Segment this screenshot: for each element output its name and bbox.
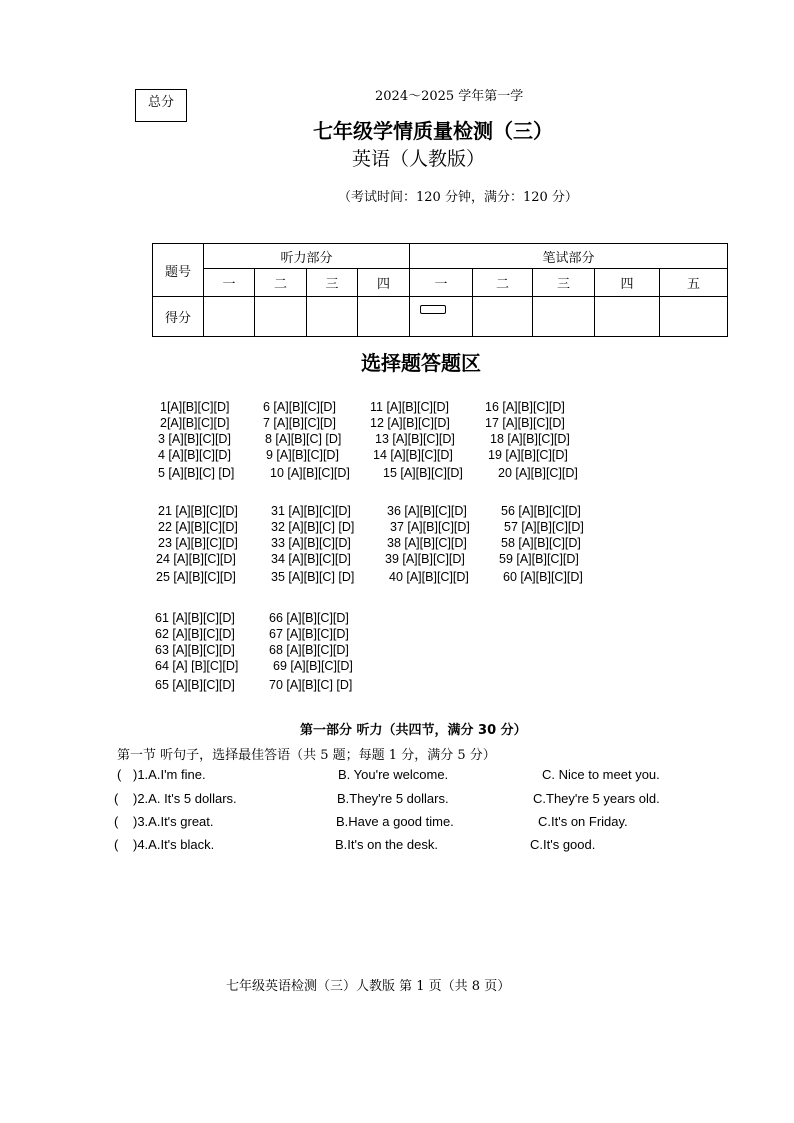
answer-item[interactable]: 33 [A][B][C][D] bbox=[271, 536, 351, 550]
answer-item[interactable]: 66 [A][B][C][D] bbox=[269, 611, 349, 625]
section1-instruction: 第一节 听句子，选择最佳答语（共 5 题；每题 1 分，满分 5 分） bbox=[117, 748, 496, 763]
total-score-box bbox=[135, 89, 187, 122]
score-cell[interactable] bbox=[410, 297, 473, 337]
answer-item[interactable]: 60 [A][B][C][D] bbox=[503, 570, 583, 584]
answer-item[interactable]: 34 [A][B][C][D] bbox=[271, 552, 351, 566]
question-option-b: B.Have a good time. bbox=[336, 814, 454, 829]
answer-item[interactable]: 64 [A] [B][C][D] bbox=[155, 659, 239, 673]
score-cell[interactable] bbox=[255, 297, 307, 337]
answer-item[interactable]: 19 [A][B][C][D] bbox=[488, 448, 568, 462]
score-cell[interactable] bbox=[358, 297, 410, 337]
question-option-b: B.It's on the desk. bbox=[335, 837, 438, 852]
answer-item[interactable]: 9 [A][B][C][D] bbox=[266, 448, 339, 462]
score-cell[interactable] bbox=[595, 297, 660, 337]
listening-col: 四 bbox=[358, 269, 410, 297]
answer-item[interactable]: 20 [A][B][C][D] bbox=[498, 466, 578, 480]
part1-title: 第一部分 听力（共四节，满分 30 分） bbox=[300, 723, 527, 738]
answer-item[interactable]: 15 [A][B][C][D] bbox=[383, 466, 463, 480]
question-option-c: C.It's good. bbox=[530, 837, 596, 852]
answer-item[interactable]: 70 [A][B][C] [D] bbox=[269, 678, 353, 692]
question-option-a: )4.A.It's black. bbox=[133, 837, 215, 852]
answer-item[interactable]: 14 [A][B][C][D] bbox=[373, 448, 453, 462]
answer-item[interactable]: 61 [A][B][C][D] bbox=[155, 611, 235, 625]
question-option-a: )1.A.I'm fine. bbox=[133, 767, 206, 782]
total-score-label: 总分 bbox=[148, 95, 175, 110]
answer-item[interactable]: 21 [A][B][C][D] bbox=[158, 504, 238, 518]
answer-item[interactable]: 7 [A][B][C][D] bbox=[263, 416, 336, 430]
answer-item[interactable]: 2[A][B][C][D] bbox=[160, 416, 230, 430]
answer-item[interactable]: 25 [A][B][C][D] bbox=[156, 570, 236, 584]
answer-item[interactable]: 10 [A][B][C][D] bbox=[270, 466, 350, 480]
answer-item[interactable]: 63 [A][B][C][D] bbox=[155, 643, 235, 657]
answer-item[interactable]: 12 [A][B][C][D] bbox=[370, 416, 450, 430]
question-option-b: B. You're welcome. bbox=[338, 767, 449, 782]
writing-header: 笔试部分 bbox=[410, 244, 728, 269]
listening-col: 二 bbox=[255, 269, 307, 297]
score-table bbox=[152, 243, 728, 337]
answer-item[interactable]: 1[A][B][C][D] bbox=[160, 400, 230, 414]
question-option-a: )2.A. It's 5 dollars. bbox=[133, 791, 237, 806]
answer-area-title: 选择题答题区 bbox=[361, 351, 481, 375]
score-slot-icon bbox=[420, 305, 446, 314]
answer-item[interactable]: 39 [A][B][C][D] bbox=[385, 552, 465, 566]
answer-item[interactable]: 68 [A][B][C][D] bbox=[269, 643, 349, 657]
answer-item[interactable]: 36 [A][B][C][D] bbox=[387, 504, 467, 518]
answer-item[interactable]: 40 [A][B][C][D] bbox=[389, 570, 469, 584]
answer-item[interactable]: 16 [A][B][C][D] bbox=[485, 400, 565, 414]
exam-info: （考试时间：120 分钟，满分：120 分） bbox=[338, 190, 578, 205]
answer-item[interactable]: 13 [A][B][C][D] bbox=[375, 432, 455, 446]
answer-paren[interactable]: ( bbox=[117, 767, 122, 782]
answer-paren[interactable]: ( bbox=[114, 814, 119, 829]
listening-col: 一 bbox=[204, 269, 255, 297]
answer-item[interactable]: 32 [A][B][C] [D] bbox=[271, 520, 355, 534]
page-footer: 七年级英语检测（三）人教版 第 1 页（共 8 页） bbox=[226, 979, 511, 994]
question-option-b: B.They're 5 dollars. bbox=[337, 791, 449, 806]
page-title: 七年级学情质量检测（三） bbox=[313, 119, 553, 143]
answer-item[interactable]: 65 [A][B][C][D] bbox=[155, 678, 235, 692]
writing-col: 三 bbox=[533, 269, 595, 297]
answer-item[interactable]: 67 [A][B][C][D] bbox=[269, 627, 349, 641]
answer-item[interactable]: 58 [A][B][C][D] bbox=[501, 536, 581, 550]
school-year: 2024～2025 学年第一学 bbox=[375, 89, 524, 104]
listening-header: 听力部分 bbox=[204, 244, 410, 269]
listening-col: 三 bbox=[307, 269, 358, 297]
answer-item[interactable]: 69 [A][B][C][D] bbox=[273, 659, 353, 673]
answer-item[interactable]: 4 [A][B][C][D] bbox=[158, 448, 231, 462]
question-option-c: C.It's on Friday. bbox=[538, 814, 628, 829]
answer-item[interactable]: 5 [A][B][C] [D] bbox=[158, 466, 235, 480]
question-option-c: C.They're 5 years old. bbox=[533, 791, 660, 806]
score-cell[interactable] bbox=[473, 297, 533, 337]
writing-col: 一 bbox=[410, 269, 473, 297]
answer-item[interactable]: 18 [A][B][C][D] bbox=[490, 432, 570, 446]
score-cell[interactable] bbox=[204, 297, 255, 337]
question-option-a: )3.A.It's great. bbox=[133, 814, 214, 829]
answer-item[interactable]: 59 [A][B][C][D] bbox=[499, 552, 579, 566]
answer-item[interactable]: 24 [A][B][C][D] bbox=[156, 552, 236, 566]
answer-item[interactable]: 31 [A][B][C][D] bbox=[271, 504, 351, 518]
answer-item[interactable]: 6 [A][B][C][D] bbox=[263, 400, 336, 414]
question-option-c: C. Nice to meet you. bbox=[542, 767, 660, 782]
answer-paren[interactable]: ( bbox=[114, 837, 119, 852]
answer-item[interactable]: 8 [A][B][C] [D] bbox=[265, 432, 342, 446]
score-label-cell: 得分 bbox=[153, 297, 204, 337]
writing-col: 二 bbox=[473, 269, 533, 297]
answer-item[interactable]: 62 [A][B][C][D] bbox=[155, 627, 235, 641]
answer-paren[interactable]: ( bbox=[114, 791, 119, 806]
answer-item[interactable]: 22 [A][B][C][D] bbox=[158, 520, 238, 534]
score-cell[interactable] bbox=[533, 297, 595, 337]
answer-item[interactable]: 38 [A][B][C][D] bbox=[387, 536, 467, 550]
answer-item[interactable]: 37 [A][B][C][D] bbox=[390, 520, 470, 534]
answer-item[interactable]: 11 [A][B][C][D] bbox=[370, 400, 449, 414]
answer-item[interactable]: 56 [A][B][C][D] bbox=[501, 504, 581, 518]
score-cell[interactable] bbox=[660, 297, 728, 337]
writing-col: 四 bbox=[595, 269, 660, 297]
answer-item[interactable]: 17 [A][B][C][D] bbox=[485, 416, 565, 430]
answer-item[interactable]: 3 [A][B][C][D] bbox=[158, 432, 231, 446]
row-label-cell: 题号 bbox=[153, 244, 204, 297]
answer-item[interactable]: 57 [A][B][C][D] bbox=[504, 520, 584, 534]
answer-item[interactable]: 35 [A][B][C] [D] bbox=[271, 570, 355, 584]
answer-item[interactable]: 23 [A][B][C][D] bbox=[158, 536, 238, 550]
score-cell[interactable] bbox=[307, 297, 358, 337]
subject-title: 英语（人教版） bbox=[352, 148, 486, 170]
writing-col: 五 bbox=[660, 269, 728, 297]
